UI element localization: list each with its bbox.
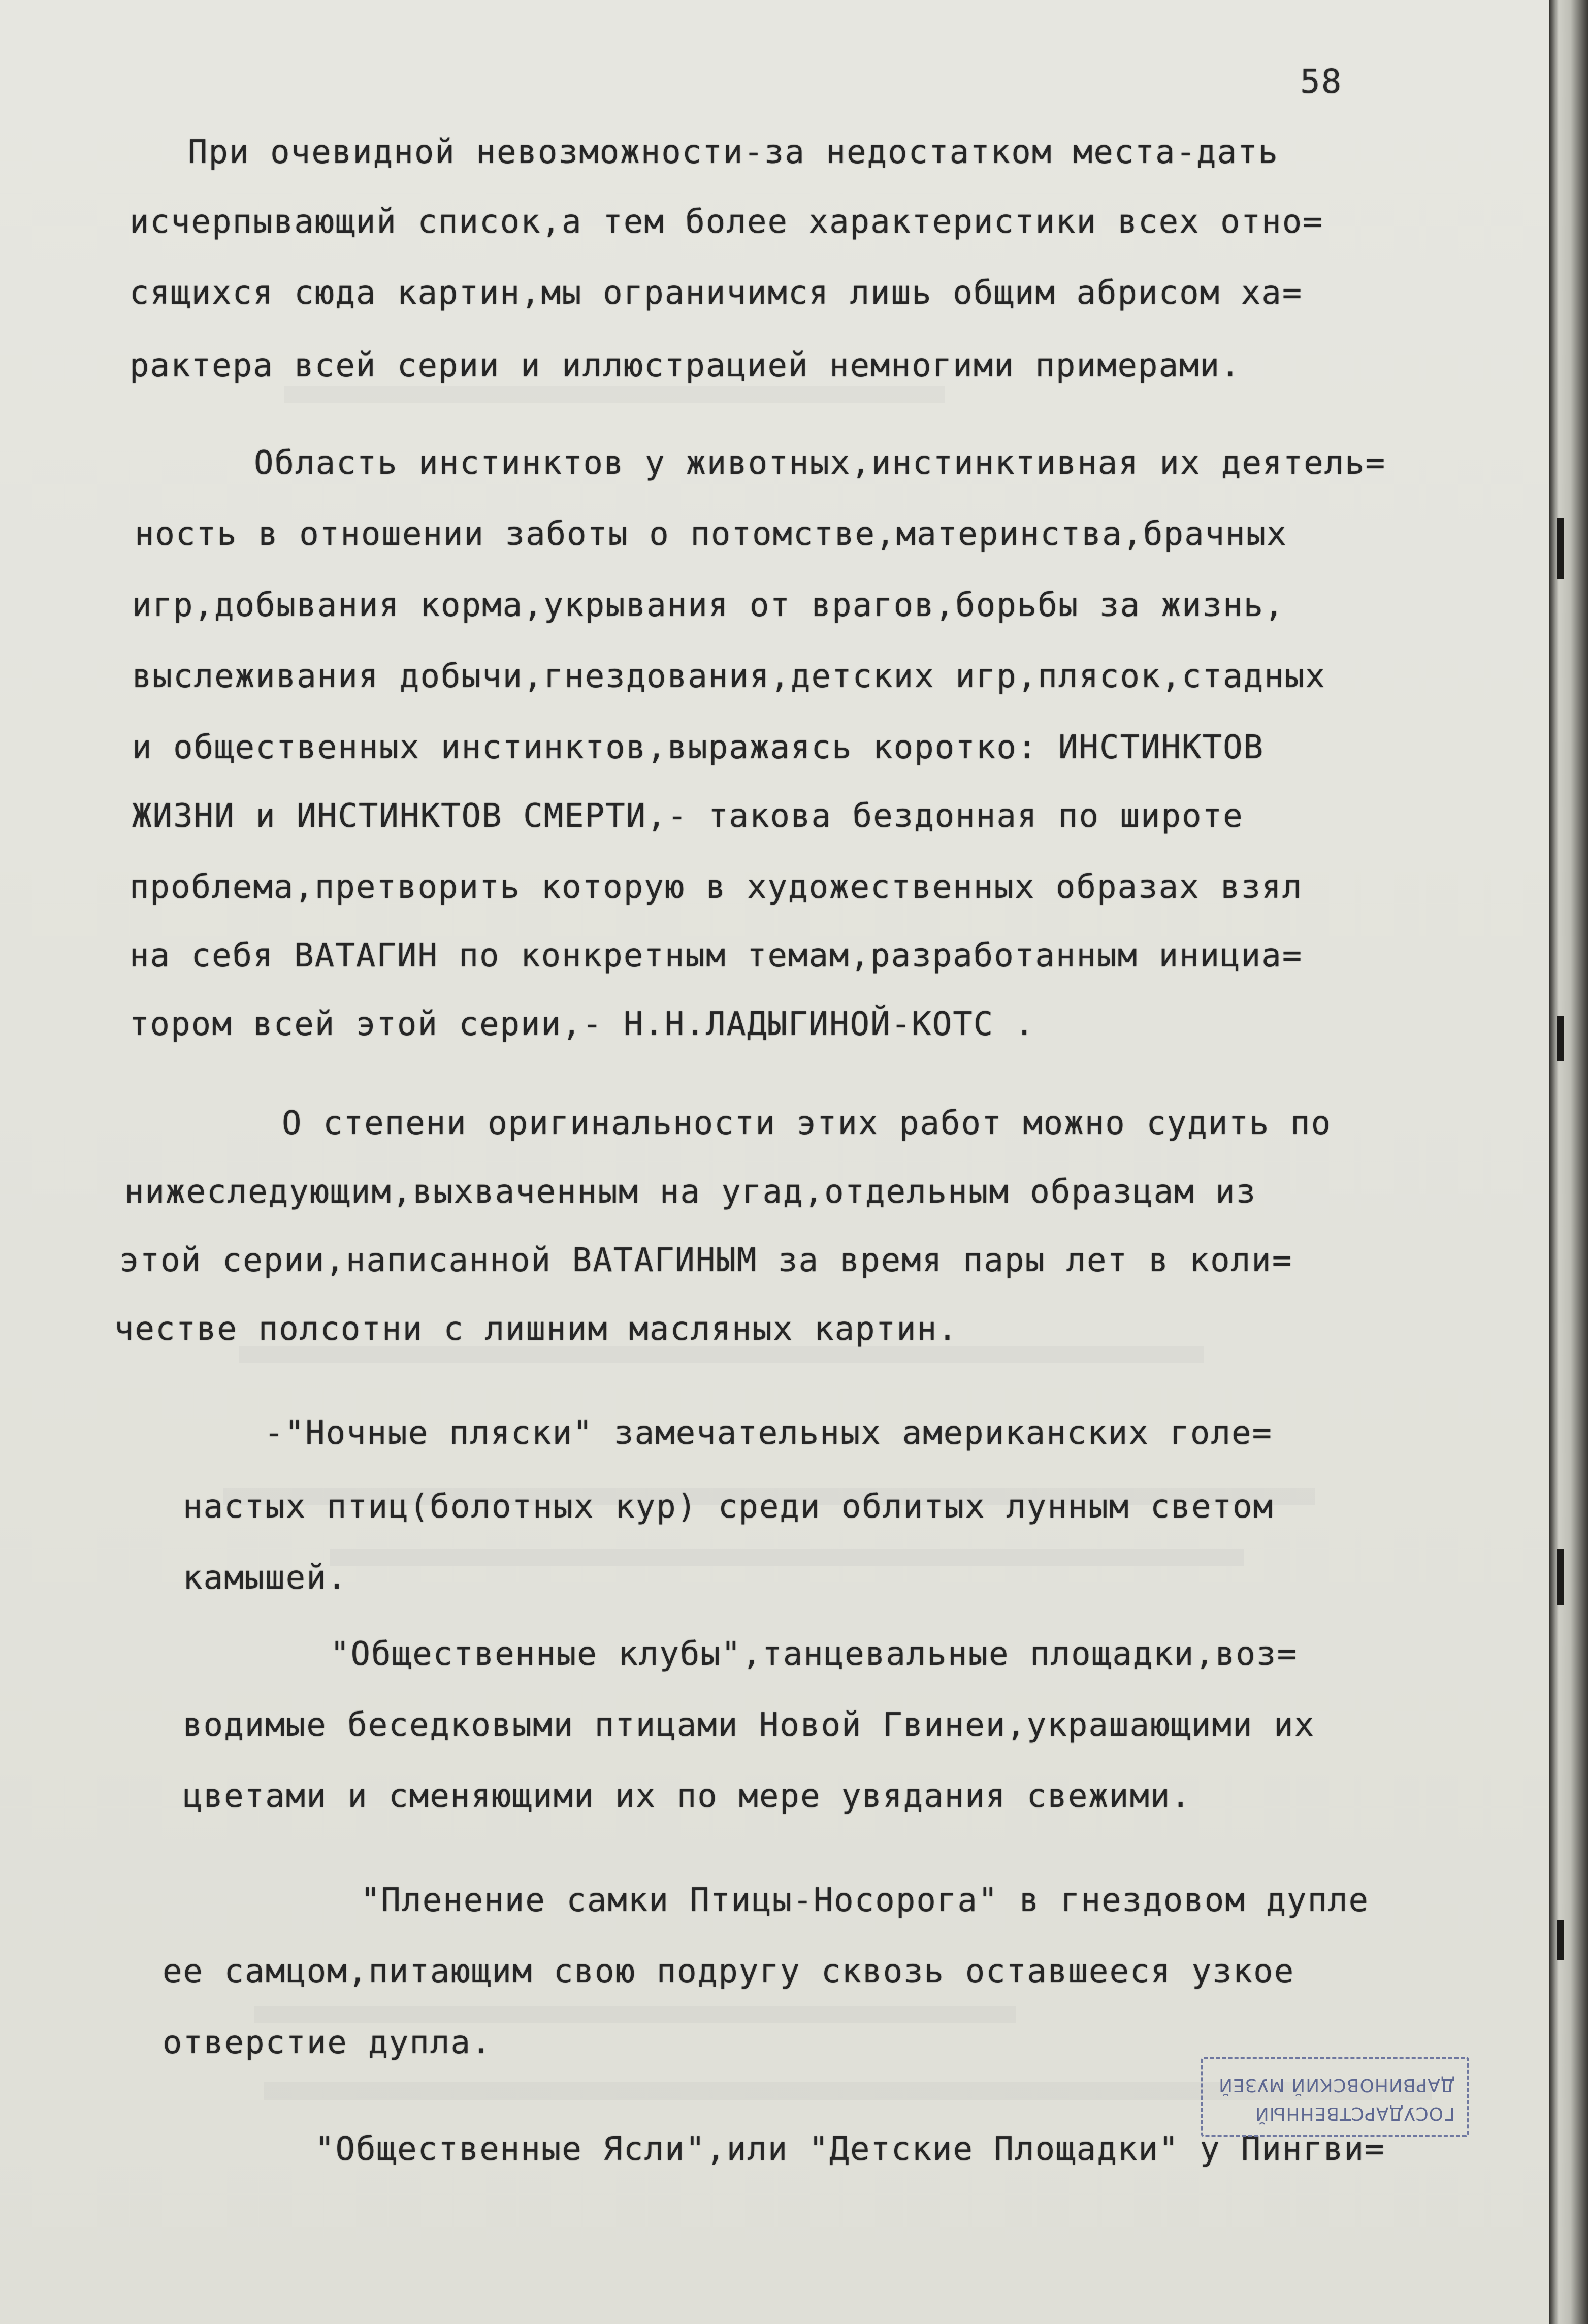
text-line: "Пленение самки Птицы-Носорога" в гнездовом дупле: [361, 1882, 1370, 1919]
text-line: "Общественные клубы",танцевальные площадки,воз=: [330, 1635, 1298, 1673]
text-line: этой серии,написанной ВАТАГИНЫМ за время пары лет в коли=: [119, 1242, 1293, 1279]
text-line: Область инстинктов у животных,инстинктивная их деятель=: [254, 444, 1386, 482]
text-line: цветами и сменяющими их по мере увядания свежими.: [183, 1778, 1192, 1815]
page-number: 58: [1300, 62, 1343, 101]
text-line: ее самцом,питающим свою подругу сквозь оставшееся узкое: [163, 1953, 1295, 1990]
text-line: -"Ночные пляски" замечательных американских голе=: [264, 1414, 1273, 1452]
text-line: "Общественные Ясли",или "Детские Площадки" у Пингви=: [315, 2131, 1385, 2168]
text-line: игр,добывания корма,укрывания от врагов,борьбы за жизнь,: [132, 587, 1285, 624]
adjacent-page-edge: [1549, 0, 1588, 2324]
stamp-line: ДАРВИНОВСКИЙ МУЗЕЙ: [1218, 2075, 1455, 2095]
museum-stamp: [1201, 2057, 1469, 2137]
binding-mark: [1557, 518, 1564, 579]
text-line: на себя ВАТАГИН по конкретным темам,разработанным инициа=: [129, 937, 1303, 975]
text-line: водимые беседковыми птицами Новой Гвинеи,украшающими их: [183, 1706, 1315, 1744]
text-line: рактера всей серии и иллюстрацией немногими примерами.: [129, 347, 1241, 384]
text-line: ность в отношении заботы о потомстве,материнства,брачных: [135, 515, 1287, 553]
text-line: и общественных инстинктов,выражаясь коротко: ИНСТИНКТОВ: [132, 729, 1265, 766]
binding-mark: [1557, 1920, 1564, 1960]
binding-mark: [1557, 1549, 1564, 1605]
text-line: камышей.: [183, 1559, 348, 1597]
text-line: При очевидной невозможности-за недостатком места-дать: [188, 134, 1279, 171]
text-line: ЖИЗНИ и ИНСТИНКТОВ СМЕРТИ,- такова бездонная по широте: [132, 797, 1244, 835]
text-line: честве полсотни с лишним масляных картин.: [114, 1310, 958, 1348]
text-line: отверстие дупла.: [163, 2024, 492, 2061]
binding-mark: [1557, 1016, 1564, 1061]
text-line: тором всей этой серии,- Н.Н.ЛАДЫГИНОЙ-КОТС .: [129, 1006, 1035, 1043]
text-line: нижеследующим,выхваченным на угад,отдельным образцам из: [124, 1173, 1257, 1211]
text-line: выслеживания добычи,гнездования,детских игр,плясок,стадных: [132, 658, 1326, 695]
text-line: исчерпывающий список,а тем более характеристики всех отно=: [129, 203, 1323, 241]
text-line: О степени оригинальности этих работ можно судить по: [282, 1105, 1332, 1142]
text-line: сящихся сюда картин,мы ограничимся лишь общим абрисом ха=: [129, 274, 1303, 312]
text-line: проблема,претворить которую в художественных образах взял: [129, 868, 1303, 906]
text-line: настых птиц(болотных кур) среди облитых лунным светом: [183, 1488, 1274, 1526]
stamp-line: ГОСУДАРСТВЕННЫЙ: [1254, 2103, 1455, 2124]
